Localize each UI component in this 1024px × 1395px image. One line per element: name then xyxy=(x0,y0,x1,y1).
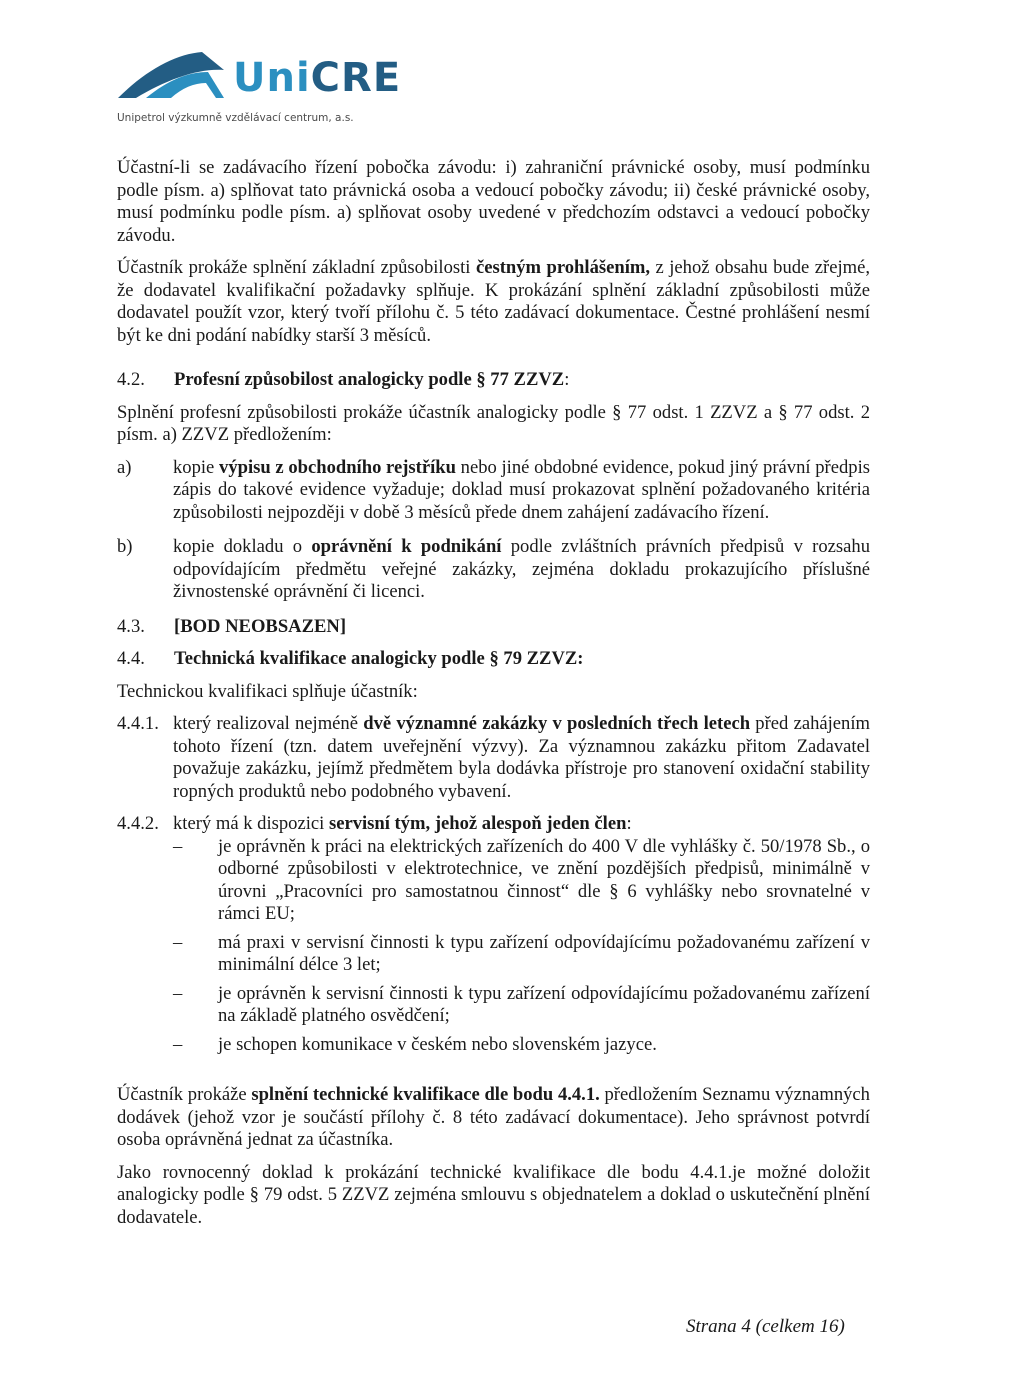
subsection-4-4-2 xyxy=(117,813,870,1062)
list-item-text xyxy=(173,536,870,604)
section-number: 4.2. xyxy=(117,369,145,390)
text-fragment: který má k dispozici xyxy=(173,813,329,834)
text-bold: čestným prohlášením, xyxy=(475,257,650,278)
logo-tagline: Unipetrol výzkumně vzdělávací centrum, a.s. xyxy=(117,112,354,124)
section-title-colon: : xyxy=(564,369,570,390)
list-item-text xyxy=(173,457,870,525)
page-number: Strana 4 (celkem 16) xyxy=(686,1316,845,1337)
dash-list-item: – je oprávněn k práci na elektrických zařízeních do 400 V dle vyhlášky č. 50/1978 Sb., o odborné způsobilosti v elektrotechnice, ve znění pozdějších předpisů, minimálně v úrovni „Pracovníci pro samostatnou činnost“ dle § 6 vyhlášky nebo srovnatelné v rámci EU; xyxy=(218,836,870,926)
text-fragment: Účastník prokáže xyxy=(117,1084,252,1105)
list-marker: a) xyxy=(117,456,132,478)
list-item-a xyxy=(117,457,870,525)
section-heading-4-4 xyxy=(117,648,870,671)
subsection-text xyxy=(173,813,870,836)
text-fragment: předložením Seznamu významných dodávek (jehož vzor je součástí přílohy č. 8 této zadávací dokumentace). Jeho správnost potvrdí osoba oprávněná jednat za účastníka. xyxy=(117,1084,870,1150)
subsection-number: 4.4.2. xyxy=(117,813,159,834)
dash-list xyxy=(173,836,870,1057)
section-heading-4-2 xyxy=(117,369,870,392)
text-bold: servisní tým, jehož alespoň jeden člen xyxy=(328,813,627,834)
text-fragment: : xyxy=(626,813,632,834)
section-number: 4.3. xyxy=(117,615,145,637)
dash-list-item: – je schopen komunikace v českém nebo slovenském jazyce. xyxy=(218,1034,870,1057)
section-heading-4-3 xyxy=(117,616,870,639)
text-fragment: který realizoval nejméně xyxy=(173,713,364,734)
text-fragment: Účastník prokáže splnění základní způsobilosti xyxy=(117,257,476,278)
section-number: 4.4. xyxy=(117,648,145,669)
subsection-text xyxy=(173,713,870,803)
unicre-logo xyxy=(116,50,416,130)
paragraph-professional-intro: Splnění profesní způsobilosti prokáže účastník analogicky podle § 77 odst. 1 ZZVZ a § 77 odst. 2 písm. a) ZZVZ předložením: xyxy=(117,401,870,445)
list-marker: b) xyxy=(117,536,133,557)
text-fragment: kopie dokladu o xyxy=(173,536,312,557)
paragraph-basic-eligibility xyxy=(117,257,870,347)
paragraph-equivalent-proof: Jako rovnocenný doklad k prokázání technické kvalifikace dle bodu 4.4.1.je možné doložit analogicky podle § 79 odst. 5 ZZVZ zejména smlouvu s objednatelem a doklad o uskutečnění plnění dodavatele. xyxy=(117,1161,870,1228)
text-bold: oprávnění k podnikání xyxy=(311,536,502,557)
text-fragment: před zahájením tohoto řízení (tzn. datem uveřejnění výzvy). Za významnou zakázku přitom Zadavatel považuje zakázku, jejímž předmětem byla dodávka přístroje pro stanovení oxidační stability ropných produktů nebo podobného vybavení. xyxy=(173,713,870,802)
subsection-body xyxy=(173,813,870,1062)
section-title xyxy=(174,369,569,392)
dash-list-item: – je oprávněn k servisní činnosti k typu zařízení odpovídajícímu požadovanému zařízení na základě platného osvědčení; xyxy=(218,983,870,1028)
logo-wordmark xyxy=(233,55,402,101)
paragraph-branch: Účastní-li se zadávacího řízení pobočka závodu: i) zahraniční právnické osoby, musí podmínku podle písm. a) splňovat tato právnická osoba a vedoucí pobočky závodu; ii) české právnické osoby, musí podmínku podle písm. a) splňovat osoby uvedené v předchozím odstavci a vedoucí pobočky závodu. xyxy=(117,157,870,246)
text-fragment: z jehož obsahu bude zřejmé, že dodavatel kvalifikační požadavky splňuje. K prokázání splnění základní způsobilosti může dodavatel použít vzor, který tvoří přílohu č. 5 této zadávací dokumentace. Čestné prohlášení nesmí být ke dni podání nabídky starší 3 měsíců. xyxy=(117,257,871,346)
text-fragment: nebo jiné obdobné evidence, pokud jiný právní předpis zápis do takové evidence vyžaduje; doklad musí prokazovat splnění požadovaného kritéria způsobilosti nejpozději v době 3 měsíců přede dnem zahájení zadávacího řízení. xyxy=(173,456,870,523)
dash-list-item: – má praxi v servisní činnosti k typu zařízení odpovídajícímu požadovanému zařízení v minimální délce 3 let; xyxy=(218,932,870,977)
list-item-b xyxy=(117,536,870,604)
text-fragment: kopie xyxy=(173,456,220,478)
subsection-number: 4.4.1. xyxy=(117,713,159,734)
swoosh-logo-icon xyxy=(116,50,226,105)
text-bold: výpisu z obchodního rejstříku xyxy=(219,456,456,478)
section-title: [BOD NEOBSAZEN] xyxy=(174,615,347,637)
text-bold: dvě významné zakázky v posledních třech letech xyxy=(363,713,751,734)
logo-wordmark-cre: CRE xyxy=(310,55,402,101)
paragraph-technical-intro: Technickou kvalifikaci splňuje účastník: xyxy=(117,680,418,702)
text-fragment: podle zvláštních právních předpisů v rozsahu odpovídajícím předmětu veřejné zakázky, zejména dokladu prokazujícího příslušné živnostenské oprávnění či licenci. xyxy=(173,536,870,602)
document-body xyxy=(117,157,870,1239)
section-title: Technická kvalifikace analogicky podle § 79 ZZVZ: xyxy=(174,648,584,669)
paragraph-technical-proof xyxy=(117,1084,870,1152)
section-title-text: Profesní způsobilost analogicky podle § 77 ZZVZ xyxy=(174,369,565,390)
subsection-4-4-1 xyxy=(117,713,870,803)
text-bold: splnění technické kvalifikace dle bodu 4.4.1. xyxy=(251,1084,600,1105)
logo-wordmark-uni: Uni xyxy=(233,55,311,101)
